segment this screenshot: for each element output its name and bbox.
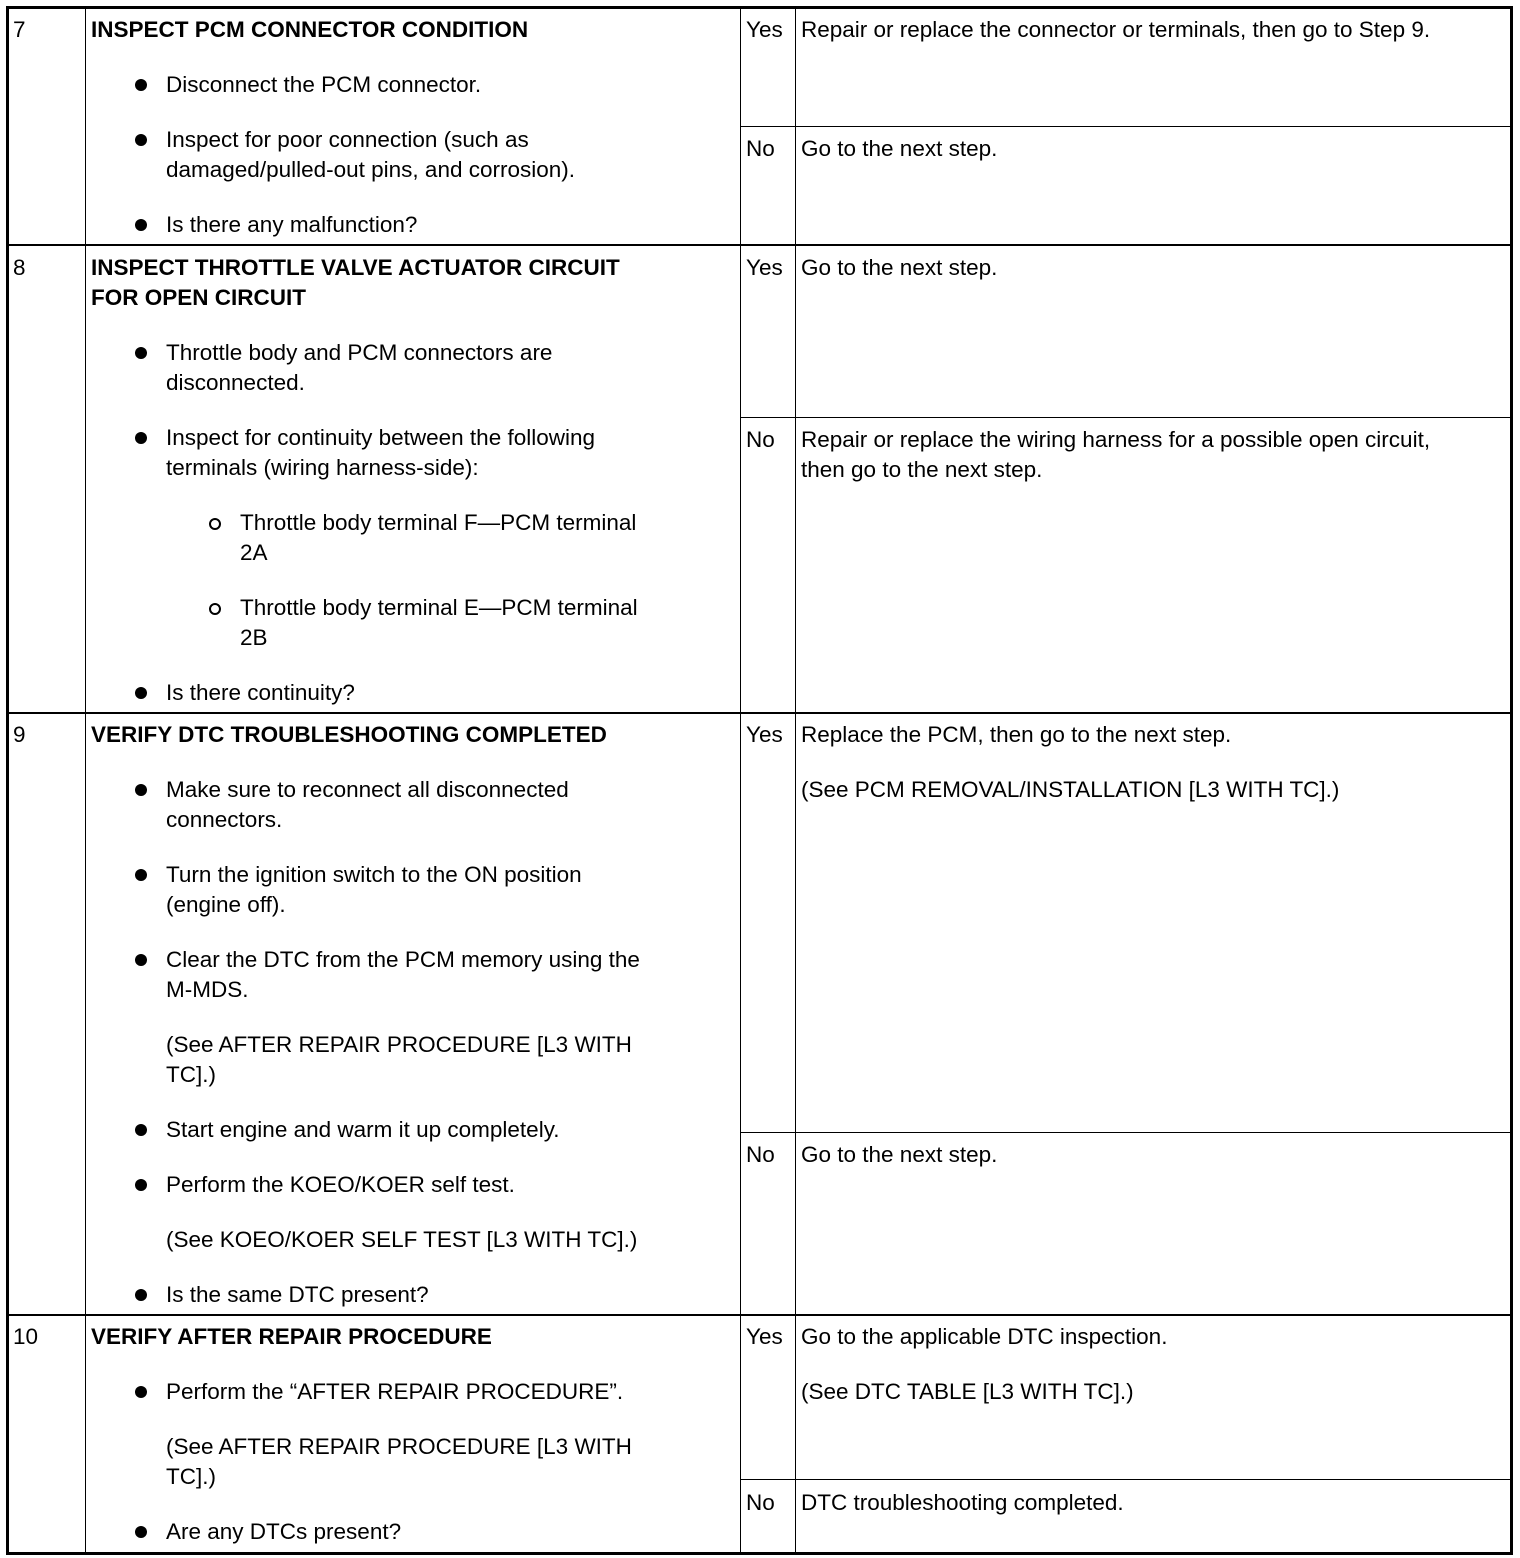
step-reference: (See AFTER REPAIR PROCEDURE [L3 WITH [166,1032,632,1057]
row-divider [9,712,1510,714]
bullet-icon [135,347,147,359]
step-item: Disconnect the PCM connector. [166,72,482,97]
step-number: 7 [13,17,26,42]
sub-bullet-icon [209,518,221,530]
step-reference: (See KOEO/KOER SELF TEST [L3 WITH TC].) [166,1227,638,1252]
yes-action: Go to the next step. [801,255,998,280]
step-question: Is there continuity? [166,680,355,705]
step-item: Throttle body and PCM connectors are [166,340,553,365]
step-item: Turn the ignition switch to the ON position [166,862,582,887]
bullet-icon [135,219,147,231]
step-item: connectors. [166,807,283,832]
no-label: No [746,1490,775,1515]
step-title: INSPECT THROTTLE VALVE ACTUATOR CIRCUIT [91,255,620,280]
step-title: INSPECT PCM CONNECTOR CONDITION [91,17,529,42]
yes-no-divider [740,126,1510,127]
bullet-icon [135,784,147,796]
yes-reference: (See DTC TABLE [L3 WITH TC].) [801,1379,1134,1404]
step-question: Is there any malfunction? [166,212,418,237]
bullet-icon [135,1179,147,1191]
no-action: Repair or replace the wiring harness for a possible open circuit, [801,427,1431,452]
step-sub-item: Throttle body terminal E—PCM terminal [240,595,638,620]
step-item: Make sure to reconnect all disconnected [166,777,569,802]
bullet-icon [135,432,147,444]
step-title: VERIFY AFTER REPAIR PROCEDURE [91,1324,492,1349]
step-sub-item: 2A [240,540,268,565]
bullet-icon [135,1526,147,1538]
step-sub-item: Throttle body terminal F—PCM terminal [240,510,637,535]
step-title: FOR OPEN CIRCUIT [91,285,307,310]
step-number: 10 [13,1324,39,1349]
step-item: Start engine and warm it up completely. [166,1117,560,1142]
step-title: VERIFY DTC TROUBLESHOOTING COMPLETED [91,722,607,747]
yes-no-divider [740,1479,1510,1480]
step-item: terminals (wiring harness-side): [166,455,479,480]
step-sub-item: 2B [240,625,268,650]
step-item: Perform the “AFTER REPAIR PROCEDURE”. [166,1379,624,1404]
yes-label: Yes [746,17,783,42]
yes-action: Repair or replace the connector or terminals, then go to Step 9. [801,17,1431,42]
row-divider [9,244,1510,246]
step-number: 8 [13,255,26,280]
yes-reference: (See PCM REMOVAL/INSTALLATION [L3 WITH TC].) [801,777,1340,802]
row-divider [9,1314,1510,1316]
step-item: Perform the KOEO/KOER self test. [166,1172,515,1197]
yes-action: Replace the PCM, then go to the next step. [801,722,1232,747]
step-number: 9 [13,722,26,747]
no-action: Go to the next step. [801,1142,998,1167]
column-divider [85,9,86,1552]
bullet-icon [135,687,147,699]
no-action: then go to the next step. [801,457,1043,482]
no-action: DTC troubleshooting completed. [801,1490,1124,1515]
bullet-icon [135,869,147,881]
step-item: (engine off). [166,892,286,917]
step-item: Inspect for continuity between the following [166,425,596,450]
yes-label: Yes [746,1324,783,1349]
step-item: Clear the DTC from the PCM memory using the [166,947,640,972]
yes-action: Go to the applicable DTC inspection. [801,1324,1168,1349]
yes-label: Yes [746,722,783,747]
step-question: Are any DTCs present? [166,1519,402,1544]
step-reference: TC].) [166,1464,216,1489]
yes-label: Yes [746,255,783,280]
step-item: disconnected. [166,370,305,395]
yes-no-divider [740,1132,1510,1133]
bullet-icon [135,79,147,91]
step-reference: TC].) [166,1062,216,1087]
bullet-icon [135,1386,147,1398]
no-action: Go to the next step. [801,136,998,161]
no-label: No [746,427,775,452]
step-item: damaged/pulled-out pins, and corrosion). [166,157,575,182]
step-item: Inspect for poor connection (such as [166,127,529,152]
column-divider [795,9,796,1552]
step-item: M-MDS. [166,977,249,1002]
column-divider [740,9,741,1552]
step-reference: (See AFTER REPAIR PROCEDURE [L3 WITH [166,1434,632,1459]
bullet-icon [135,1124,147,1136]
no-label: No [746,1142,775,1167]
troubleshooting-table [6,6,1513,1555]
sub-bullet-icon [209,603,221,615]
bullet-icon [135,954,147,966]
no-label: No [746,136,775,161]
bullet-icon [135,1289,147,1301]
bullet-icon [135,134,147,146]
step-question: Is the same DTC present? [166,1282,429,1307]
yes-no-divider [740,417,1510,418]
